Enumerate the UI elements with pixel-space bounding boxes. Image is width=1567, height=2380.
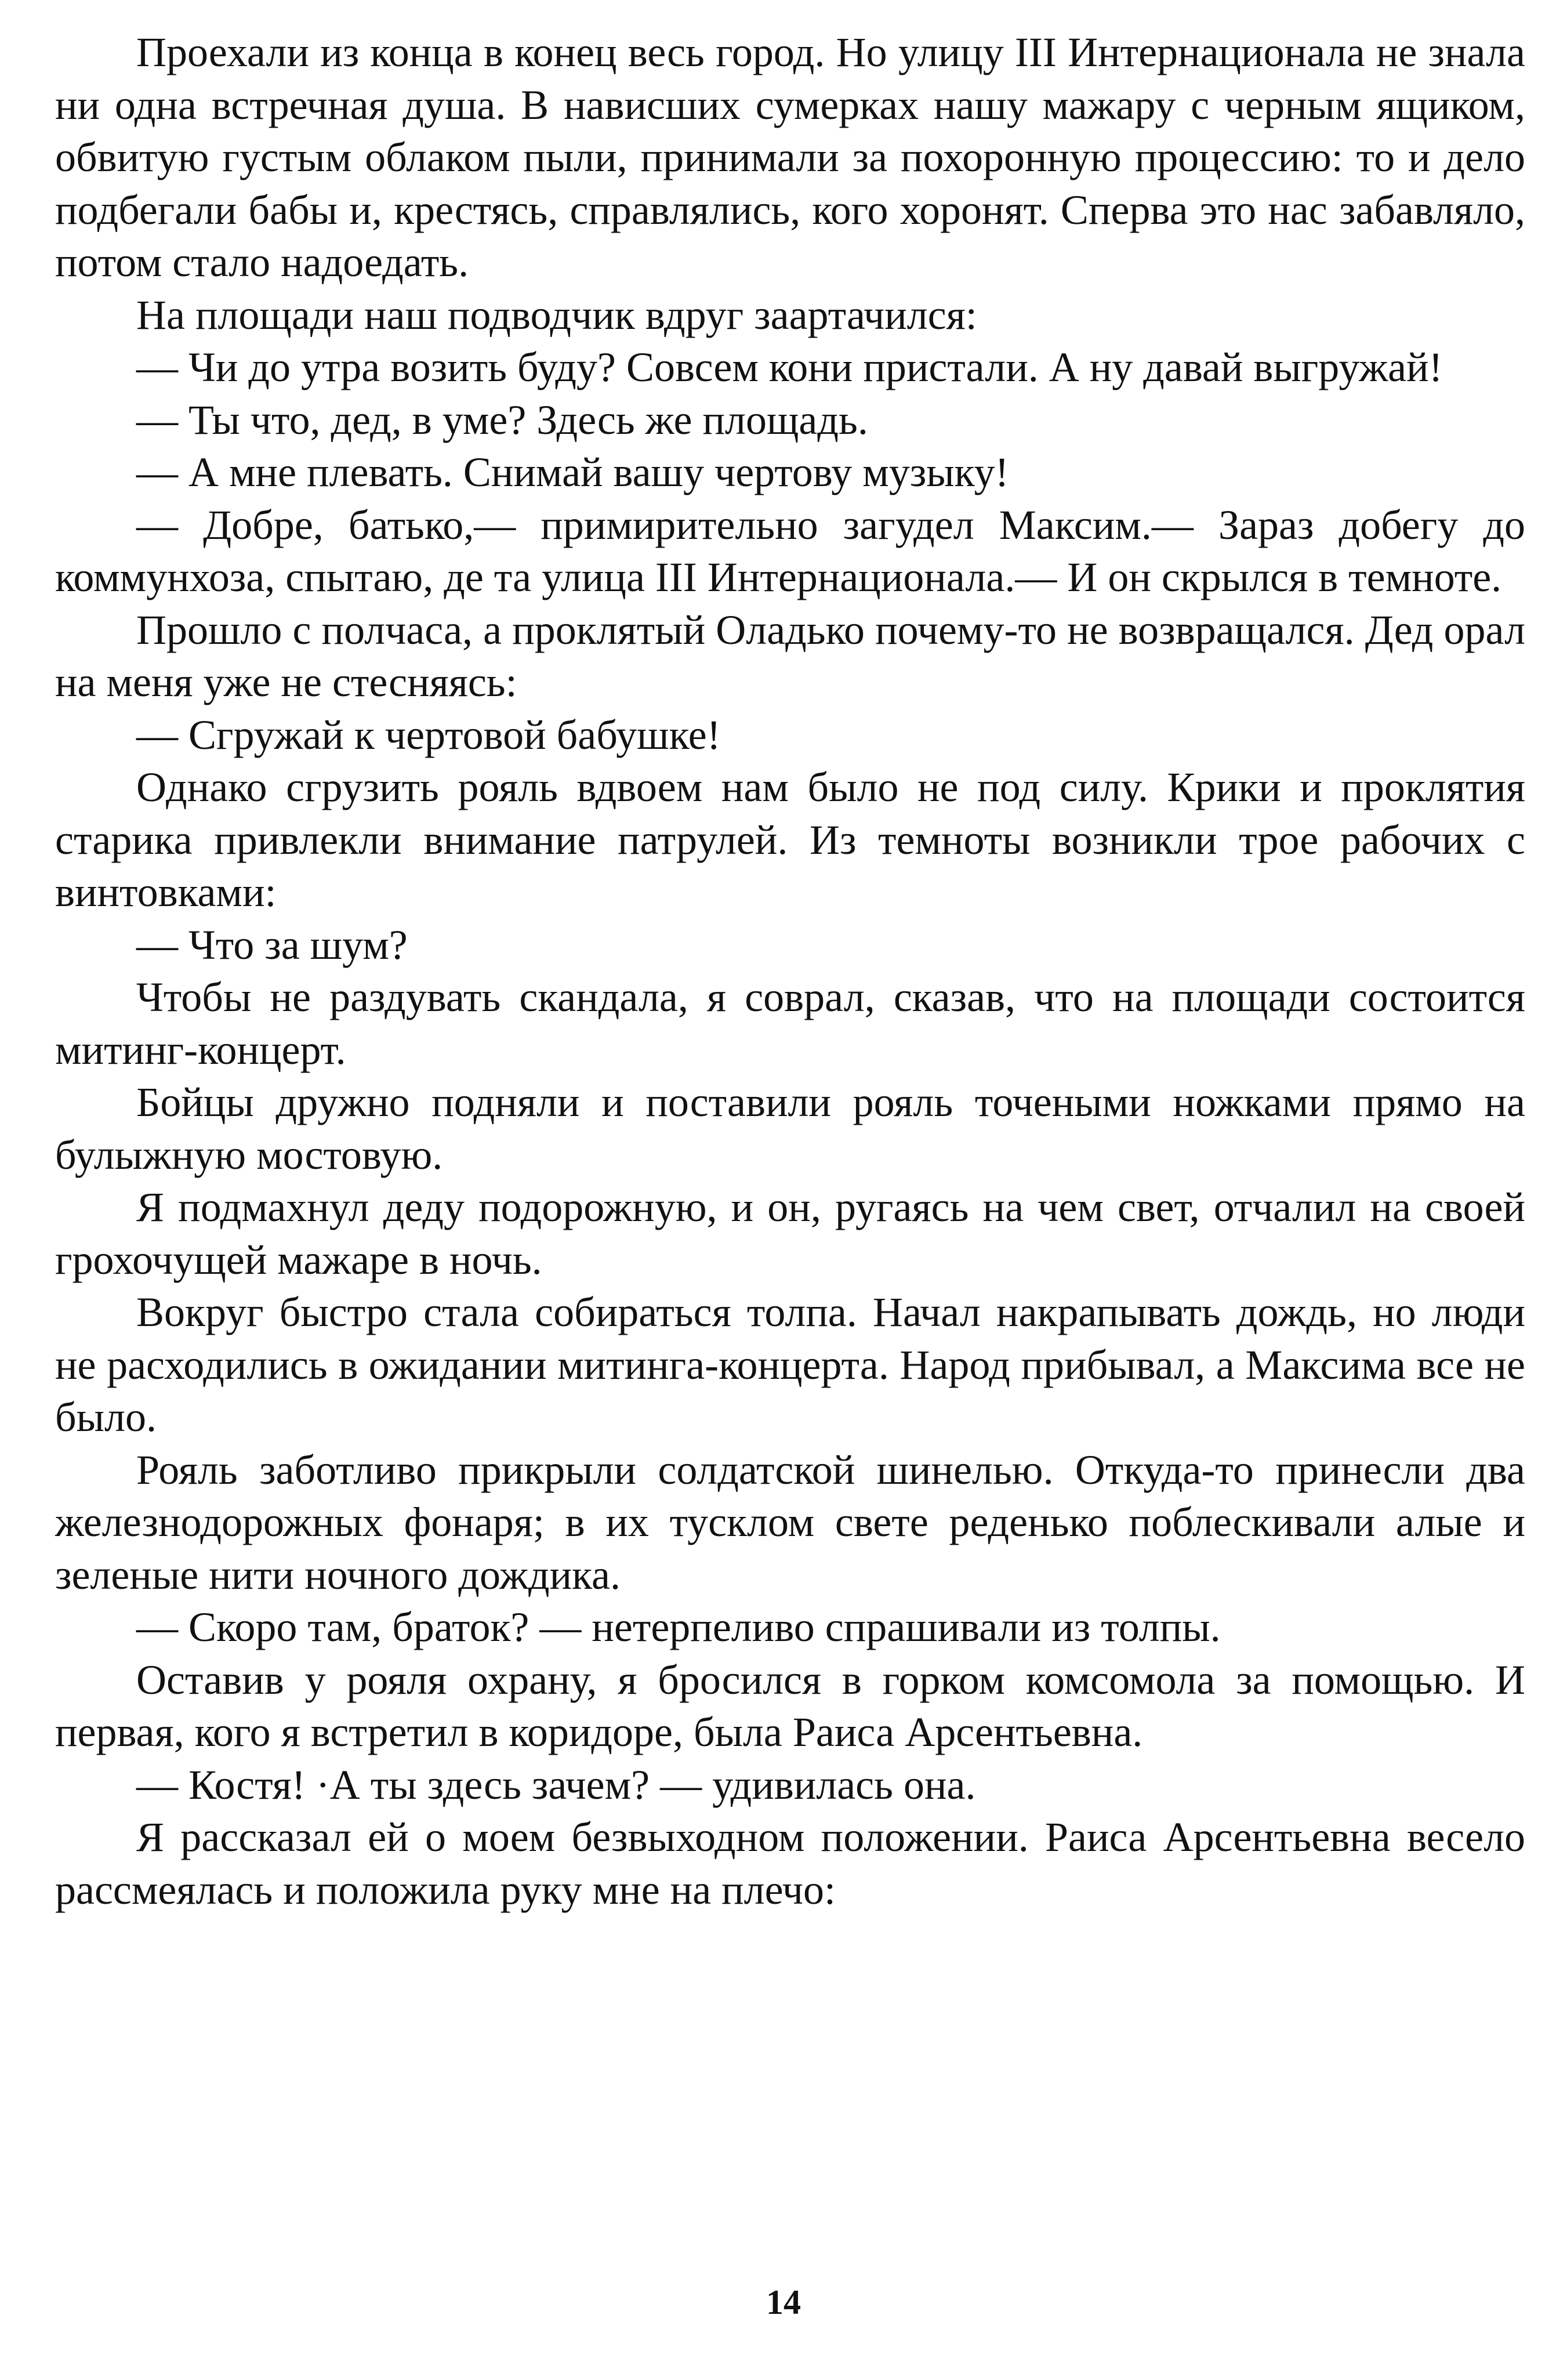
paragraph: Прошло с полчаса, а проклятый Оладько почему-то не возвращался. Дед орал на меня уже не стесняясь: bbox=[55, 606, 1525, 705]
paragraph: Рояль заботливо прикрыли солдатской шинелью. Откуда-то принесли два железнодорожных фонаря; в их тусклом свете реденько поблескивали алые и зеленые нити ночного дождика. bbox=[55, 1446, 1525, 1598]
paragraph: Проехали из конца в конец весь город. Но улицу III Интернационала не знала ни одна встречная душа. В нависших сумерках нашу мажару с черным ящиком, обвитую густым облаком пыли, принимали за похоронную процессию: то и дело подбегали бабы и, крестясь, справлялись, кого хоронят. Сперва это нас забавляло, потом стало надоедать. bbox=[55, 29, 1525, 285]
dialogue-line: — Сгружай к чертовой бабушке! bbox=[136, 711, 721, 758]
paragraph: Я рассказал ей о моем безвыходном положении. Раиса Арсентьевна весело рассмеялась и положила руку мне на плечо: bbox=[55, 1814, 1525, 1913]
paragraph: Я подмахнул деду подорожную, и он, ругаясь на чем свет, отчалил на своей грохочущей мажаре в ночь. bbox=[55, 1184, 1525, 1283]
paragraph: Однако сгрузить рояль вдвоем нам было не под силу. Крики и проклятия старика привлекли внимание патрулей. Из темноты возникли трое рабочих с винтовками: bbox=[55, 764, 1525, 915]
dialogue-line: — Что за шум? bbox=[136, 921, 408, 968]
dialogue-line: — Добре, батько,— примирительно загудел Максим.— Зараз добегу до коммунхоза, спытаю, де та улица III Интернационала.— И он скрылся в темноте. bbox=[55, 501, 1525, 600]
dialogue-line: — Чи до утра возить буду? Совсем кони пристали. А ну давай выгружай! bbox=[136, 344, 1443, 390]
dialogue-line: — Костя! ·А ты здесь зачем? — удивилась она. bbox=[136, 1761, 976, 1808]
dialogue-line: — Ты что, дед, в уме? Здесь же площадь. bbox=[136, 396, 868, 443]
dialogue-line: — А мне плевать. Снимай вашу чертову музыку! bbox=[136, 449, 1009, 495]
page-number: 14 bbox=[766, 2283, 801, 2321]
page-text bbox=[55, 26, 1525, 1916]
paragraph: Вокруг быстро стала собираться толпа. Начал накрапывать дождь, но люди не расходились в ожидании митинга-концерта. Народ прибывал, а Максима все не было. bbox=[55, 1289, 1525, 1440]
paragraph: На площади наш подводчик вдруг заартачился: bbox=[136, 291, 977, 338]
dialogue-line: — Скоро там, браток? — нетерпеливо спрашивали из толпы. bbox=[136, 1604, 1221, 1650]
paragraph: Бойцы дружно подняли и поставили рояль точеными ножками прямо на булыжную мостовую. bbox=[55, 1079, 1525, 1178]
paragraph: Чтобы не раздувать скандала, я соврал, сказав, что на площади состоится митинг-концерт. bbox=[55, 974, 1525, 1073]
paragraph: Оставив у рояля охрану, я бросился в горком комсомола за помощью. И первая, кого я встретил в коридоре, была Раиса Арсентьевна. bbox=[55, 1656, 1525, 1755]
